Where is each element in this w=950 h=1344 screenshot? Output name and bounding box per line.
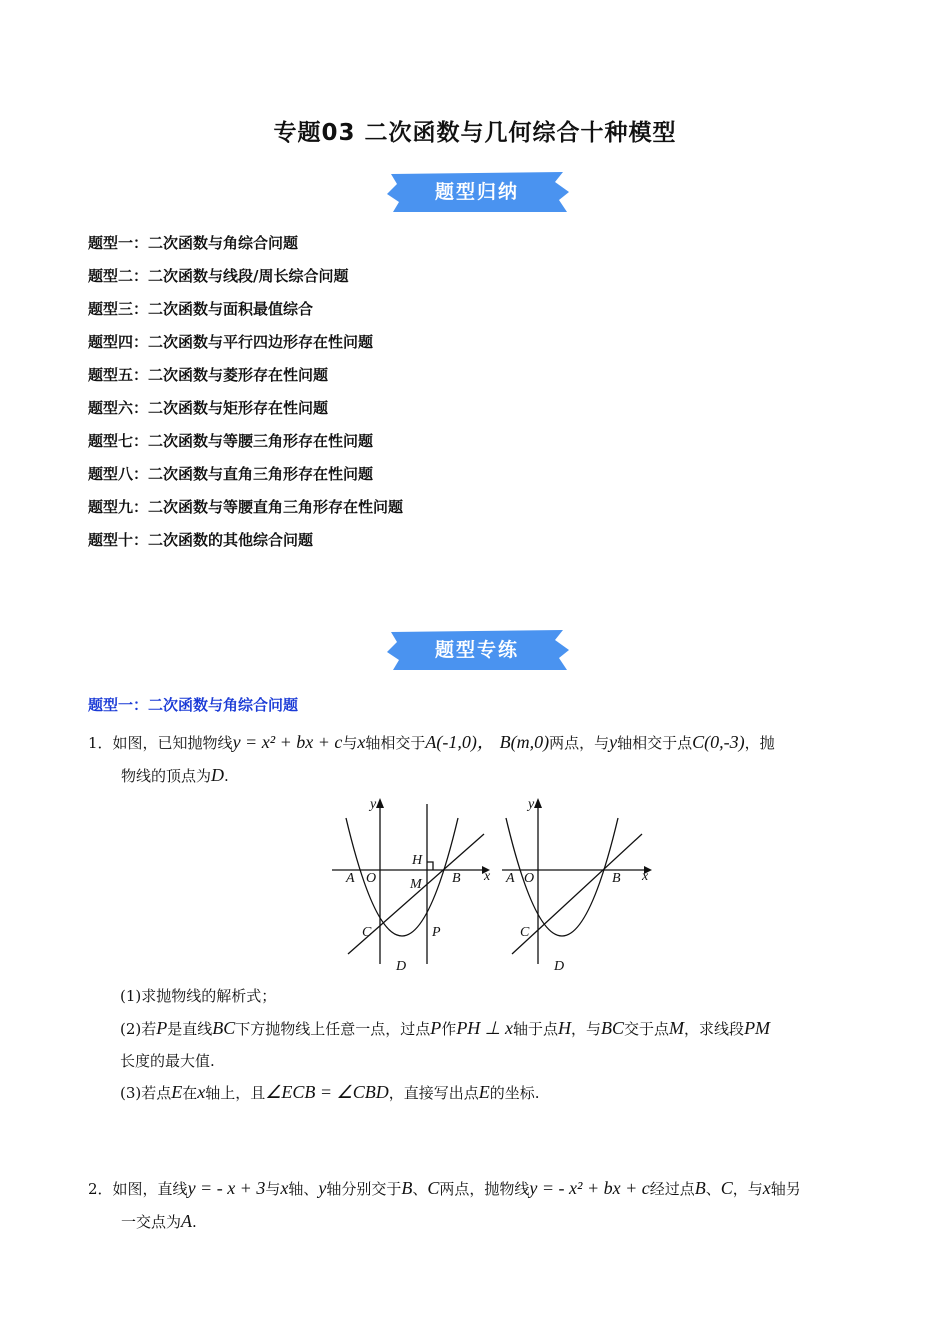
right-angle-mark (427, 862, 433, 870)
text: 长度的最大值. (120, 1052, 215, 1070)
label-h: H (412, 853, 423, 868)
text: 轴相交于 (365, 734, 426, 752)
var: E (171, 1082, 183, 1102)
label-p: P (432, 925, 441, 940)
text: 两点，与 (549, 734, 610, 752)
text: . (192, 1213, 197, 1231)
var: B (694, 1178, 706, 1198)
var: x (197, 1082, 206, 1102)
text: 作 (441, 1020, 457, 1038)
label-o: O (524, 871, 535, 886)
var: PH ⊥ x (456, 1018, 513, 1038)
var: H (558, 1018, 571, 1038)
toc-item: 题型二：二次函数与线段/周长综合问题 (88, 267, 349, 285)
text: 如图，已知抛物线 (112, 734, 233, 752)
label-a: A (506, 871, 515, 886)
text: ，与 (732, 1180, 763, 1198)
point-c: C(0,-3) (692, 732, 745, 752)
text: 一交点为 (121, 1213, 182, 1231)
var: PM (744, 1018, 771, 1038)
toc-item: 题型一：二次函数与角综合问题 (88, 234, 299, 252)
text: . (224, 767, 229, 785)
question-line (88, 759, 868, 792)
label-x: x (484, 869, 491, 884)
banner-practice-label: 题型专练 (434, 639, 519, 661)
toc-item: 题型六：二次函数与矩形存在性问题 (88, 399, 329, 417)
text: 轴、 (288, 1180, 319, 1198)
var: x (357, 732, 366, 752)
toc-item: 题型四：二次函数与平行四边形存在性问题 (88, 333, 374, 351)
var: x (762, 1178, 771, 1198)
var: C (427, 1178, 440, 1198)
text: ，与 (571, 1020, 602, 1038)
toc-item: 题型三：二次函数与面积最值综合 (88, 300, 314, 318)
label-a: A (346, 871, 355, 886)
text: ，抛 (744, 734, 775, 752)
text: 是直线 (167, 1020, 213, 1038)
text: (2)若 (120, 1020, 157, 1038)
point-b: B(m,0) (499, 732, 550, 752)
banner-induction (383, 170, 571, 214)
question-2 (88, 1172, 868, 1238)
figure-right (502, 797, 652, 974)
var: C (720, 1178, 733, 1198)
subquestion-3 (120, 1076, 870, 1109)
text: 轴相交于点 (617, 734, 693, 752)
question-number: 2． (88, 1180, 113, 1198)
text: 如图，直线 (112, 1180, 188, 1198)
text: 下方抛物线上任意一点，过点 (235, 1020, 431, 1038)
label-b: B (612, 871, 621, 886)
text: 轴于点 (512, 1020, 558, 1038)
label-o: O (366, 871, 377, 886)
question-number: 1． (88, 734, 113, 752)
y-axis-arrow (376, 798, 384, 808)
label-y: y (370, 797, 377, 812)
banner-induction-label: 题型归纳 (434, 181, 519, 203)
toc-item: 题型八：二次函数与直角三角形存在性问题 (88, 465, 374, 483)
text: 、 (412, 1180, 428, 1198)
text: 轴另 (770, 1180, 801, 1198)
angle-equation: ∠ECB = ∠CBD (265, 1082, 389, 1102)
subquestion-1: (1)求抛物线的解析式； (120, 987, 277, 1005)
text: 两点，抛物线 (439, 1180, 530, 1198)
toc-item: 题型十：二次函数的其他综合问题 (88, 531, 314, 549)
text: 、 (705, 1180, 721, 1198)
question-line (88, 1205, 868, 1238)
text: (3)若点 (120, 1084, 172, 1102)
section-heading: 题型一：二次函数与角综合问题 (88, 696, 299, 714)
var: BC (601, 1018, 625, 1038)
text: 物线的顶点为 (121, 767, 212, 785)
banner-practice (383, 628, 571, 672)
text: ，求线段 (684, 1020, 745, 1038)
label-c: C (362, 925, 372, 940)
label-c: C (520, 925, 530, 940)
parabola (506, 818, 618, 936)
text: 在 (182, 1084, 198, 1102)
var: x (280, 1178, 289, 1198)
label-m: M (410, 877, 422, 892)
y-axis-arrow (534, 798, 542, 808)
var: y (609, 732, 618, 752)
question-1 (88, 726, 868, 792)
equation: y = x² + bx + c (232, 732, 343, 752)
parabola (346, 818, 458, 936)
var: M (669, 1018, 685, 1038)
text: ，直接写出点 (388, 1084, 479, 1102)
text: 与 (265, 1180, 281, 1198)
subquestion-2 (120, 1012, 870, 1077)
var: P (156, 1018, 168, 1038)
text: 经过点 (649, 1180, 695, 1198)
text: 轴分别交于 (326, 1180, 402, 1198)
var: B (401, 1178, 413, 1198)
text: 与 (342, 734, 358, 752)
var: A (181, 1211, 193, 1231)
equation: y = - x + 3 (187, 1178, 266, 1198)
var: P (430, 1018, 442, 1038)
line-bc (512, 834, 642, 954)
label-x: x (642, 869, 649, 884)
text: 轴上，且 (205, 1084, 266, 1102)
var: y (318, 1178, 327, 1198)
figure-left (332, 797, 491, 974)
point-a: A(-1,0)， (425, 732, 495, 752)
toc-item: 题型五：二次函数与菱形存在性问题 (88, 366, 329, 384)
toc-list (88, 232, 403, 562)
toc-item: 题型九：二次函数与等腰直角三角形存在性问题 (88, 498, 404, 516)
var: BC (212, 1018, 236, 1038)
equation: y = - x² + bx + c (529, 1178, 650, 1198)
point-d: D (211, 765, 225, 785)
label-y: y (528, 797, 535, 812)
label-b: B (452, 871, 461, 886)
text: 的坐标. (489, 1084, 540, 1102)
var: E (478, 1082, 490, 1102)
parabola-figure (328, 794, 668, 974)
toc-item: 题型七：二次函数与等腰三角形存在性问题 (88, 432, 374, 450)
label-d: D (554, 959, 565, 974)
text: 交于点 (624, 1020, 670, 1038)
page-title: 专题03 二次函数与几何综合十种模型 (273, 120, 677, 146)
label-d: D (396, 959, 407, 974)
